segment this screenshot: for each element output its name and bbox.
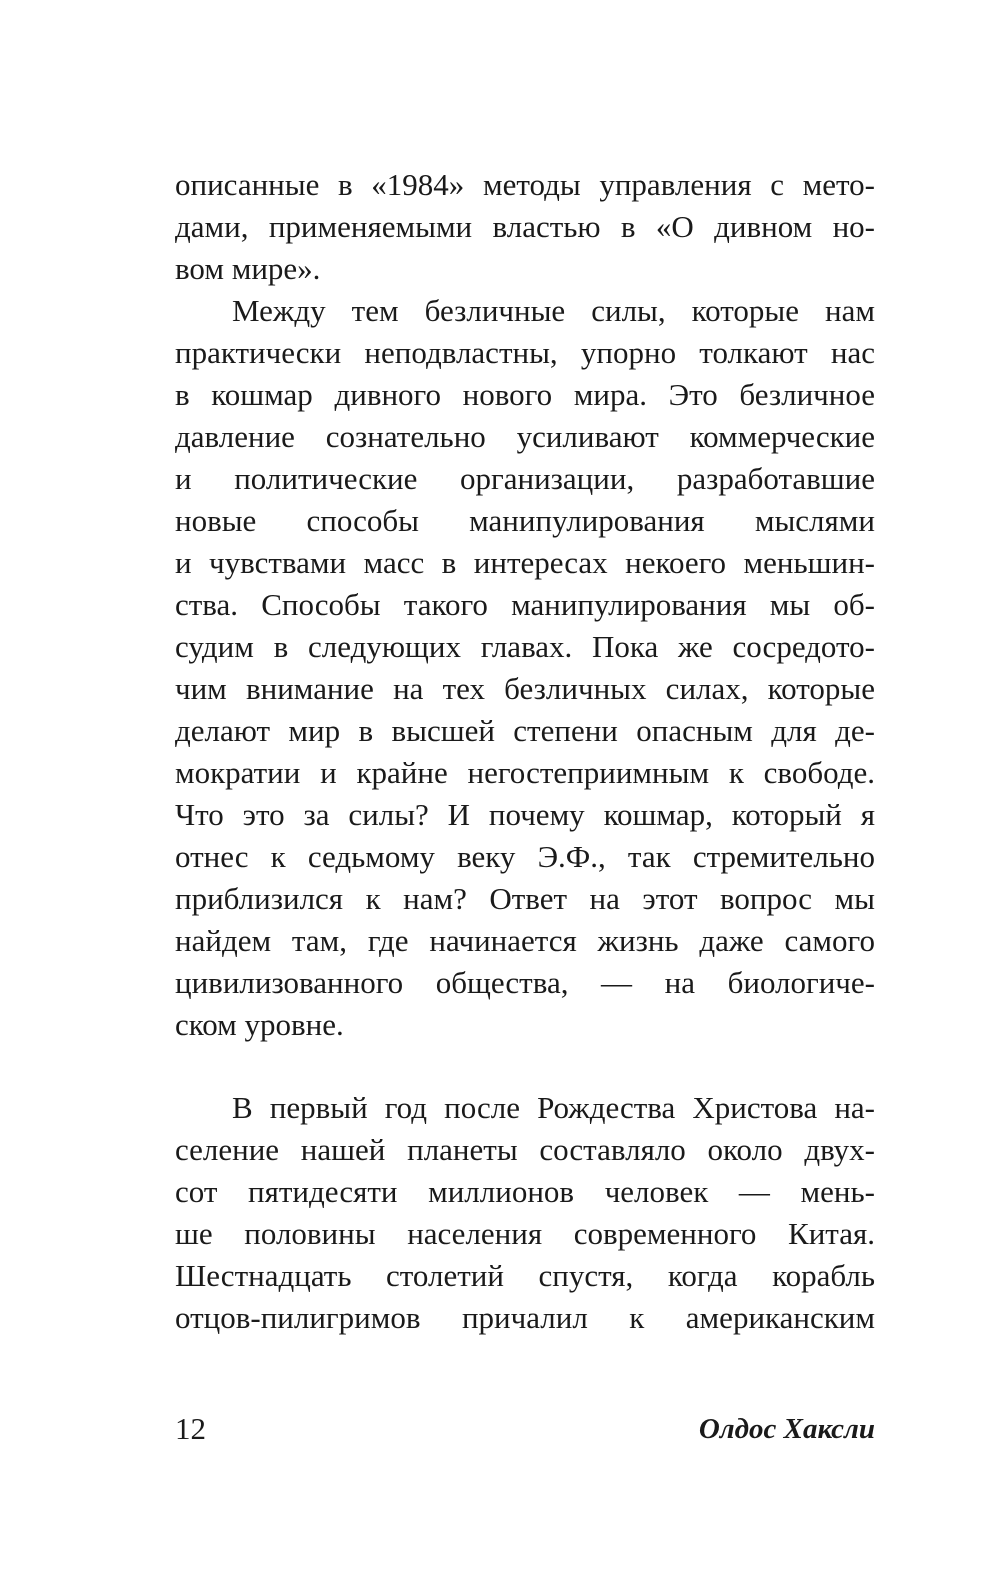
text-line: давление сознательно усиливают коммерческие xyxy=(175,419,875,454)
page-number: 12 xyxy=(175,1411,206,1446)
text-line: мократии и крайне негостеприимным к свободе. xyxy=(175,755,875,790)
text-line: чим внимание на тех безличных силах, которые xyxy=(175,671,875,706)
page-footer xyxy=(175,1408,875,1450)
text-line: Между тем безличные силы, которые нам xyxy=(232,293,875,328)
text-line: отнес к седьмому веку Э.Ф., так стремительно xyxy=(175,839,875,874)
text-line: приблизился к нам? Ответ на этот вопрос мы xyxy=(175,881,875,916)
text-line: в кошмар дивного нового мира. Это безличное xyxy=(175,377,875,412)
text-line: ском уровне. xyxy=(175,1007,344,1042)
text-line: дами, применяемыми властью в «О дивном но- xyxy=(175,209,875,244)
text-line: описанные в «1984» методы управления с мето- xyxy=(175,167,875,202)
paragraph-2 xyxy=(175,290,875,1046)
text-line: делают мир в высшей степени опасным для де- xyxy=(175,713,875,748)
text-line: ства. Способы такого манипулирования мы об- xyxy=(175,587,875,622)
text-line: отцов-пилигримов причалил к американским xyxy=(175,1300,875,1335)
paragraph-1 xyxy=(175,164,875,290)
paragraph-3 xyxy=(175,1087,875,1339)
text-line: цивилизованного общества, — на биологиче- xyxy=(175,965,875,1000)
text-line: практически неподвластны, упорно толкают нас xyxy=(175,335,875,370)
running-footer-author: Олдос Хаксли xyxy=(698,1413,875,1445)
text-line: ше половины населения современного Китая. xyxy=(175,1216,875,1251)
text-line: селение нашей планеты составляло около двух- xyxy=(175,1132,875,1167)
text-line: и политические организации, разработавшие xyxy=(175,461,875,496)
text-line: Шестнадцать столетий спустя, когда корабль xyxy=(175,1258,875,1293)
text-line: судим в следующих главах. Пока же сосредото- xyxy=(175,629,875,664)
text-line: вом мире». xyxy=(175,251,321,286)
text-line: и чувствами масс в интересах некоего меньшин- xyxy=(175,545,875,580)
text-line: В первый год после Рождества Христова на- xyxy=(232,1090,875,1125)
text-line: Что это за силы? И почему кошмар, который я xyxy=(175,797,875,832)
text-line: найдем там, где начинается жизнь даже самого xyxy=(175,923,875,958)
text-line: новые способы манипулирования мыслями xyxy=(175,503,875,538)
text-line: сот пятидесяти миллионов человек — мень- xyxy=(175,1174,875,1209)
